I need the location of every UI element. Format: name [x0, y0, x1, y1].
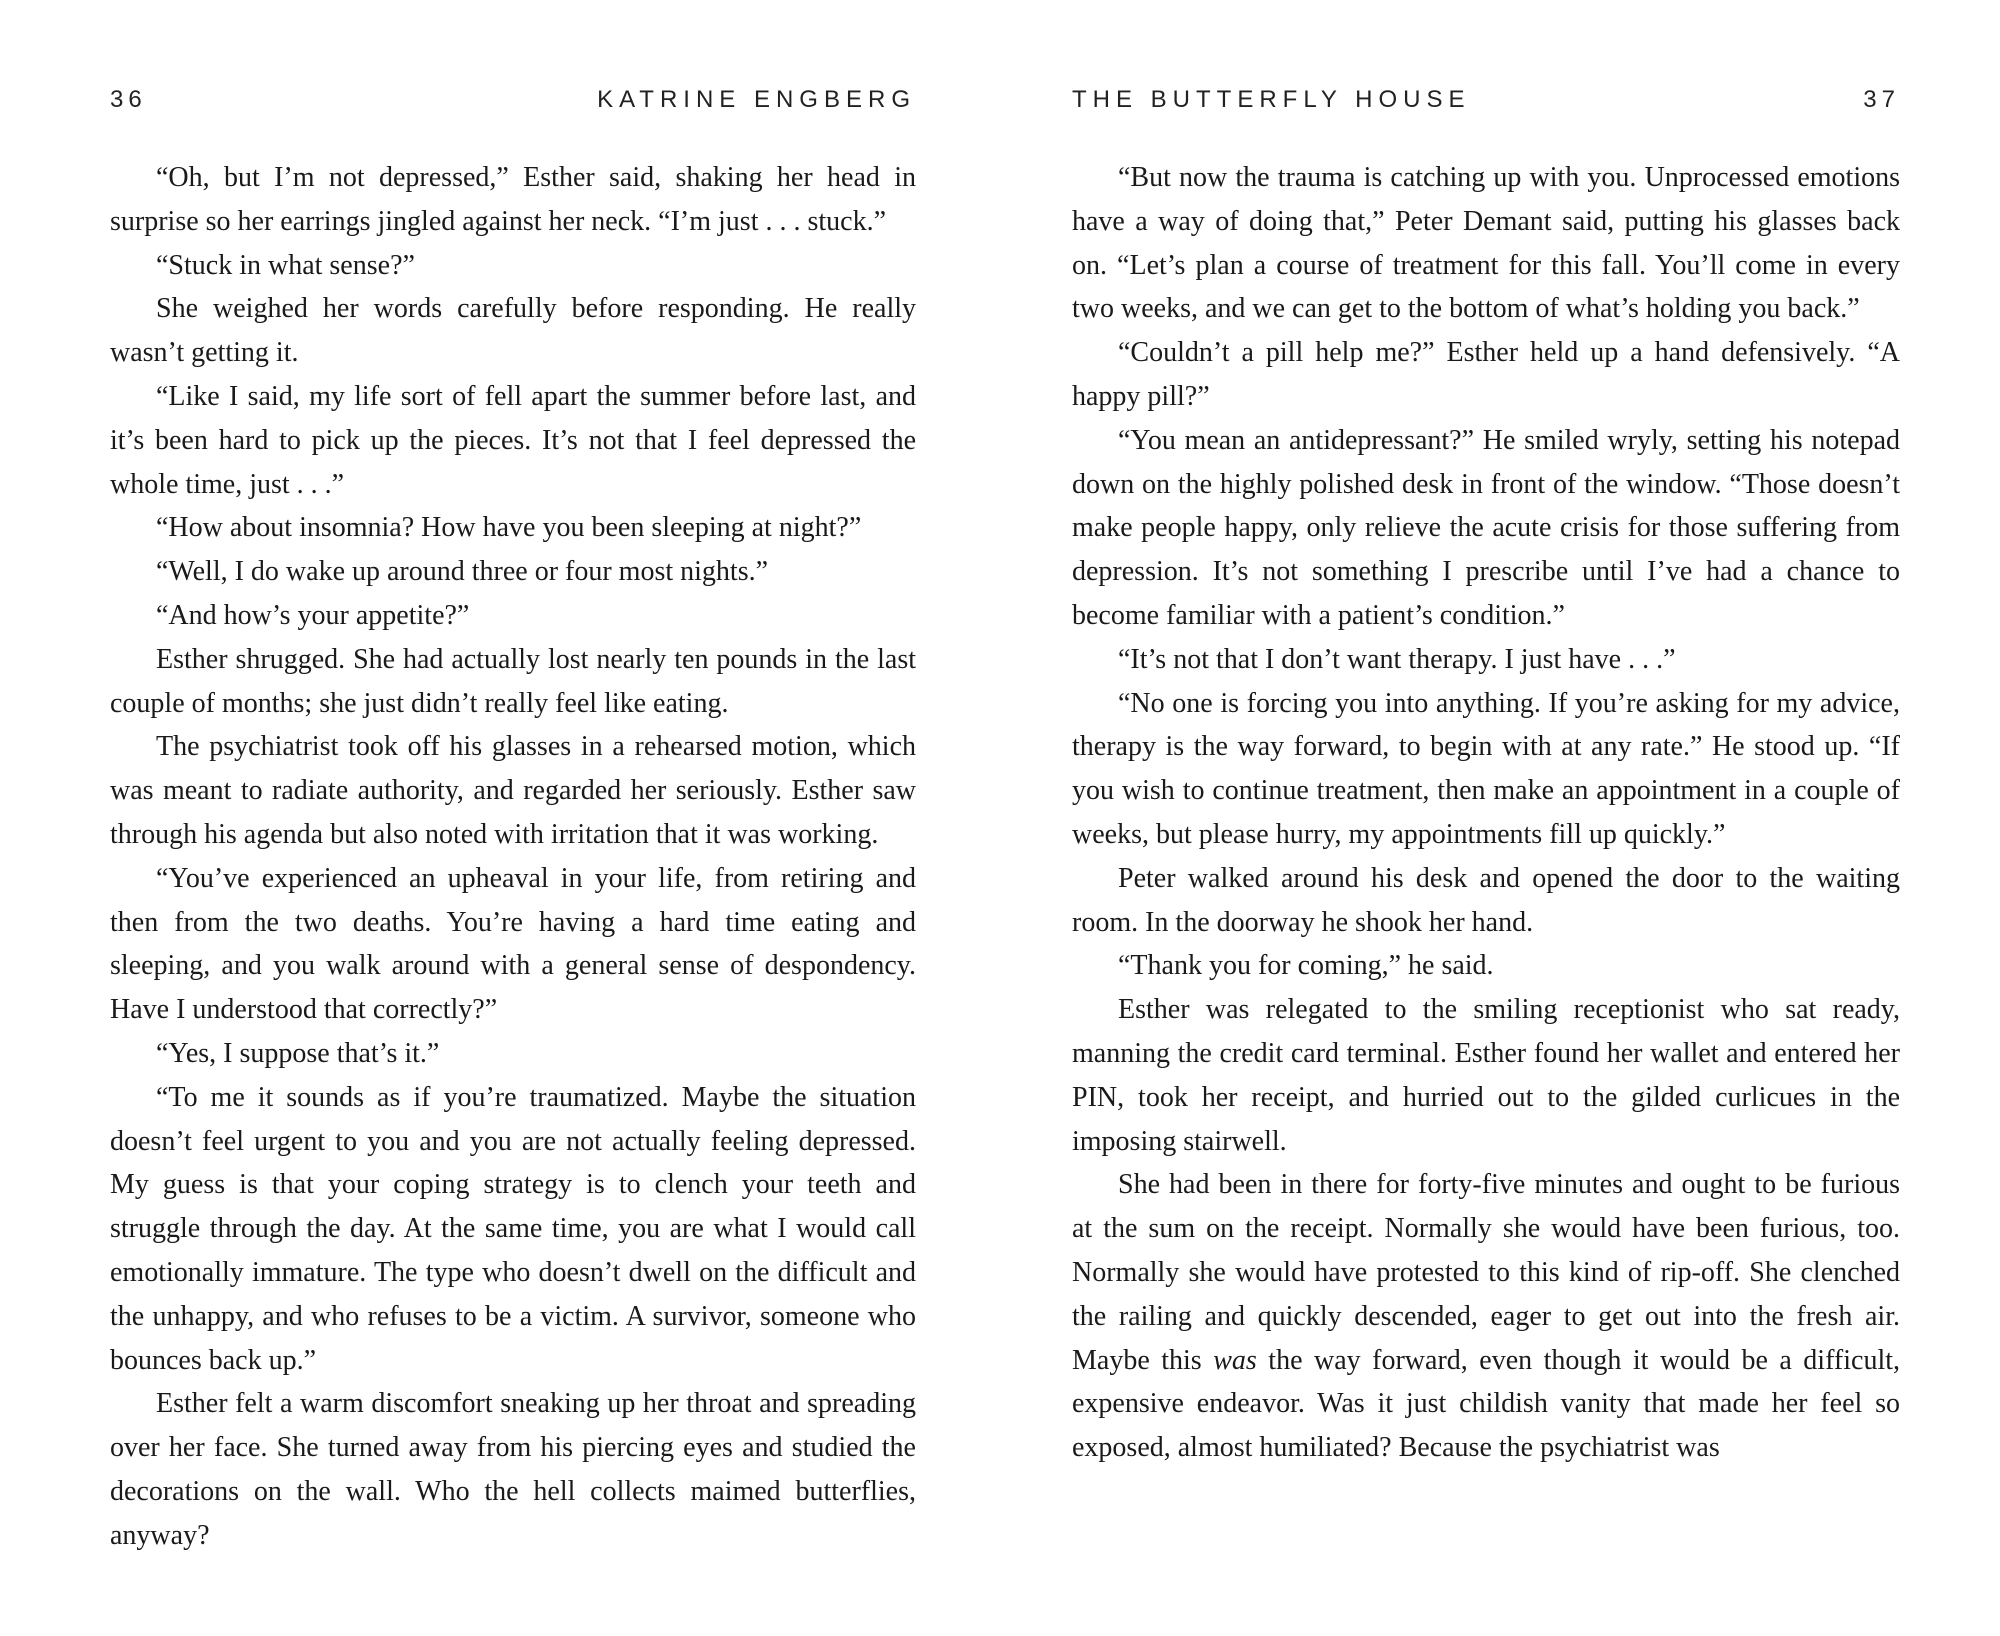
author-running-head: KATRINE ENGBERG [597, 86, 916, 113]
paragraph-text: the way forward, even though it would be a difficult, expensive endeavor. Was it just childish vanity that made her feel so exposed, almost humiliated? Because the psychiatrist was [1072, 1344, 1900, 1464]
paragraph: Esther shrugged. She had actually lost nearly ten pounds in the last couple of months; she just didn’t really feel like eating. [110, 643, 916, 719]
left-page-text [110, 156, 916, 1558]
left-running-head [110, 86, 916, 118]
paragraph: “But now the trauma is catching up with you. Unprocessed emotions have a way of doing that,” Peter Demant said, putting his glasses back on. “Let’s plan a course of treatment for this fall. You’ll come in every two weeks, and we can get to the bottom of what’s holding you back.” [1072, 162, 1900, 325]
page-number-right: 37 [1863, 86, 1900, 113]
paragraph: “Oh, but I’m not depressed,” Esther said, shaking her head in surprise so her earrings jingled against her neck. “I’m just . . . stuck.” [110, 162, 916, 237]
paragraph-text: She had been in there for forty-five minutes and ought to be furious at the sum on the receipt. Normally she would have been furious, too. Normally she would have protested to this kind of rip-off. She clenched the railing and quickly descended, eager to get out into the fresh air. Maybe this [1072, 1169, 1900, 1376]
right-running-head [1072, 86, 1900, 118]
page-number-left: 36 [110, 86, 147, 113]
paragraph: “To me it sounds as if you’re traumatized. Maybe the situation doesn’t feel urgent to you and you are not actually feeling depressed. My guess is that your coping strategy is to clench your teeth and struggle through the day. At the same time, you are what I would call emotionally immature. The type who doesn’t dwell on the difficult and the unhappy, and who refuses to be a victim. A survivor, someone who bounces back up.” [110, 1081, 916, 1376]
paragraph: The psychiatrist took off his glasses in a rehearsed motion, which was meant to radiate authority, and regarded her seriously. Esther saw through his agenda but also noted with irritation that it was working. [110, 731, 916, 850]
paragraph: “Well, I do wake up around three or four most nights.” [156, 556, 769, 588]
paragraph: “Thank you for coming,” he said. [1118, 950, 1494, 982]
left-page [110, 0, 916, 1636]
right-page [1072, 0, 1900, 1636]
paragraph: “No one is forcing you into anything. If you’re asking for my advice, therapy is the way forward, to begin with at any rate.” He stood up. “If you wish to continue treatment, then make an appointment in a couple of weeks, but please hurry, my appointments fill up quickly.” [1072, 687, 1900, 850]
paragraph: Esther was relegated to the smiling receptionist who sat ready, manning the credit card terminal. Esther found her wallet and entered her PIN, took her receipt, and hurried out to the gilded curlicues in the imposing stairwell. [1072, 994, 1900, 1157]
paragraph: “You mean an antidepressant?” He smiled wryly, setting his notepad down on the highly polished desk in front of the window. “Those doesn’t make people happy, only relieve the acute crisis for those suffering from depression. It’s not something I prescribe until I’ve had a chance to become familiar with a patient’s condition.” [1072, 424, 1900, 631]
emphasis: was [1213, 1344, 1257, 1376]
paragraph: “Like I said, my life sort of fell apart the summer before last, and it’s been hard to pick up the pieces. It’s not that I feel depressed the whole time, just . . .” [110, 380, 916, 500]
paragraph: Peter walked around his desk and opened the door to the waiting room. In the doorway he shook her hand. [1072, 862, 1900, 938]
paragraph: “You’ve experienced an upheaval in your life, from retiring and then from the two deaths. You’re having a hard time eating and sleeping, and you walk around with a general sense of despondency. Have I understood that correctly?” [110, 862, 916, 1026]
right-page-text [1072, 156, 1900, 1470]
paragraph: She weighed her words carefully before responding. He really wasn’t getting it. [110, 293, 916, 369]
paragraph: “And how’s your appetite?” [156, 599, 470, 631]
paragraph: “Couldn’t a pill help me?” Esther held up a hand defensively. “A happy pill?” [1072, 337, 1900, 412]
paragraph [1072, 1163, 1900, 1470]
paragraph: “How about insomnia? How have you been sleeping at night?” [156, 512, 862, 544]
paragraph: Esther felt a warm discomfort sneaking up her throat and spreading over her face. She turned away from his piercing eyes and studied the decorations on the wall. Who the hell collects maimed butterflies, anyway? [110, 1388, 916, 1551]
paragraph: “Yes, I suppose that’s it.” [156, 1037, 440, 1069]
paragraph: “It’s not that I don’t want therapy. I just have . . .” [1118, 643, 1676, 675]
title-running-head: THE BUTTERFLY HOUSE [1072, 86, 1471, 113]
paragraph: “Stuck in what sense?” [156, 249, 415, 281]
